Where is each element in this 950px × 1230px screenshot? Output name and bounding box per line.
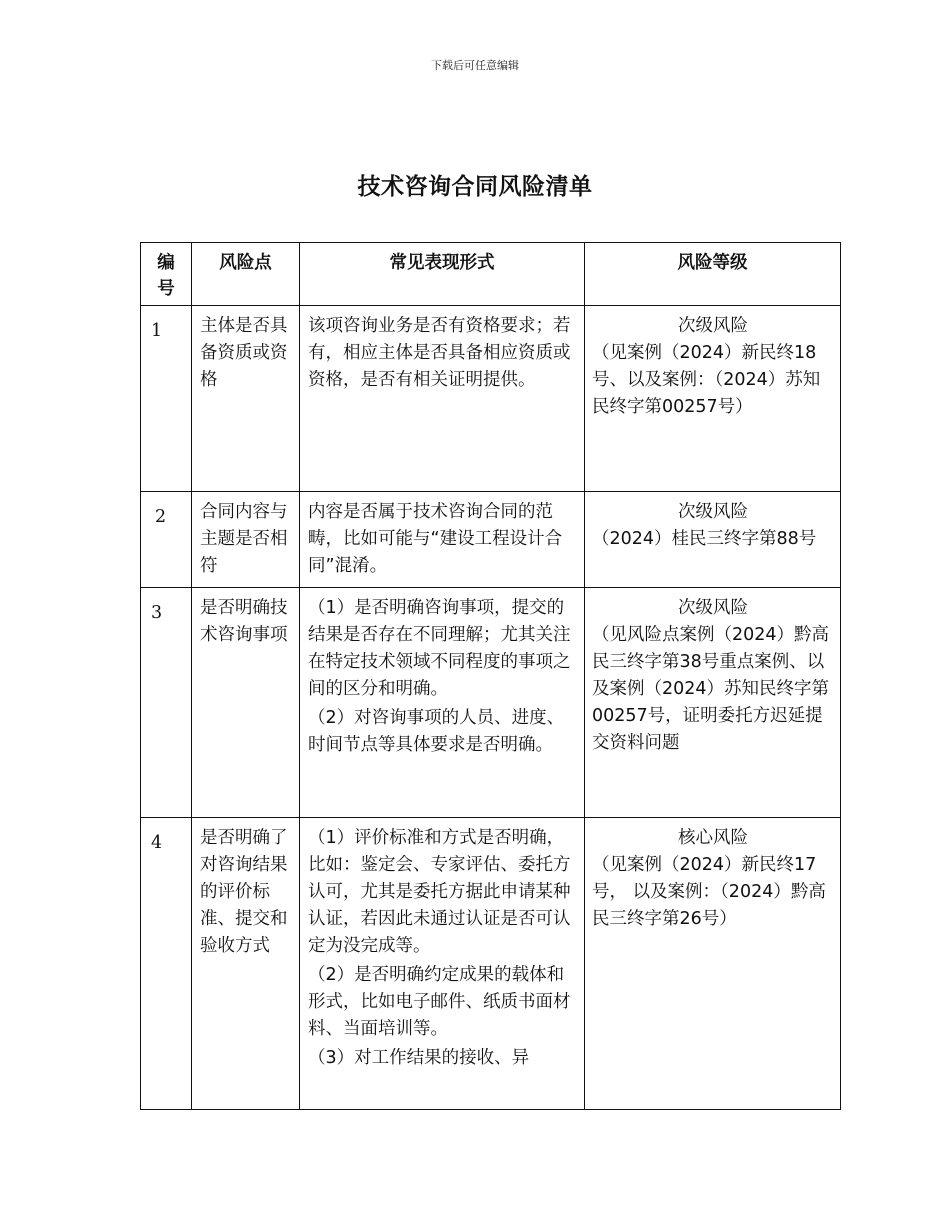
table-header-row [141,243,841,306]
risk-point: 是否明确了对咨询结果的评价标准、提交和验收方式 [192,818,300,1110]
form-paragraph: （1）评价标准和方式是否明确，比如：鉴定会、专家评估、委托方认可，尤其是委托方据此申请某种认证，若因此未通过认证是否可认定为没完成等。 [308,828,571,956]
risk-forms [300,492,585,588]
form-paragraph: 该项咨询业务是否有资格要求；若有，相应主体是否具备相应资质或资格，是否有相关证明提供。 [308,316,571,390]
risk-level-cell [585,818,841,1110]
header-note: 下载后可任意编辑 [431,59,519,72]
risk-table [140,242,841,1110]
risk-level-detail: （见风险点案例（2024）黔高民三终字第38号重点案例、以及案例（2024）苏知民终字第00257号，证明委托方迟延提交资料问题 [592,625,830,753]
column-header-risk-level: 风险等级 [585,243,841,306]
risk-level-detail: （2024）桂民三终字第88号 [592,529,817,549]
column-header-forms: 常见表现形式 [300,243,585,306]
risk-level-detail: （见案例（2024）新民终18号、以及案例：（2024）苏知民终字第00257号） [592,343,821,417]
table-row [141,492,841,588]
risk-level: 次级风险 [678,316,748,336]
row-number: 4 [141,818,192,1110]
risk-level-detail: （见案例（2024）新民终17号， 以及案例：（2024）黔高民三终字第26号） [592,855,826,929]
form-paragraph: （2）对咨询事项的人员、进度、时间节点等具体要求是否明确。 [308,708,565,755]
row-number: 2 [141,492,192,588]
risk-forms [300,818,585,1110]
form-paragraph: （1）是否明确咨询事项，提交的结果是否存在不同理解；尤其关注在特定技术领域不同程度的事项之间的区分和明确。 [308,598,571,699]
column-header-no: 编号 [141,243,192,306]
table-row [141,588,841,818]
risk-level-cell [585,306,841,492]
table-row [141,818,841,1110]
document-title: 技术咨询合同风险清单 [357,174,593,200]
table-row [141,306,841,492]
risk-point: 是否明确技术咨询事项 [192,588,300,818]
form-paragraph: 内容是否属于技术咨询合同的范畴，比如可能与“建设工程设计合同”混淆。 [308,502,563,576]
column-header-risk-point: 风险点 [192,243,300,306]
risk-point: 主体是否具备资质或资格 [192,306,300,492]
risk-level: 次级风险 [678,598,748,618]
form-paragraph: （3）对工作结果的接收、异 [308,1048,530,1068]
risk-level: 次级风险 [678,502,748,522]
row-number: 1 [141,306,192,492]
risk-forms [300,306,585,492]
row-number: 3 [141,588,192,818]
risk-level: 核心风险 [678,828,748,848]
risk-point: 合同内容与主题是否相符 [192,492,300,588]
form-paragraph: （2）是否明确约定成果的载体和形式，比如电子邮件、纸质书面材料、当面培训等。 [308,965,571,1039]
risk-forms [300,588,585,818]
risk-level-cell [585,588,841,818]
risk-level-cell [585,492,841,588]
